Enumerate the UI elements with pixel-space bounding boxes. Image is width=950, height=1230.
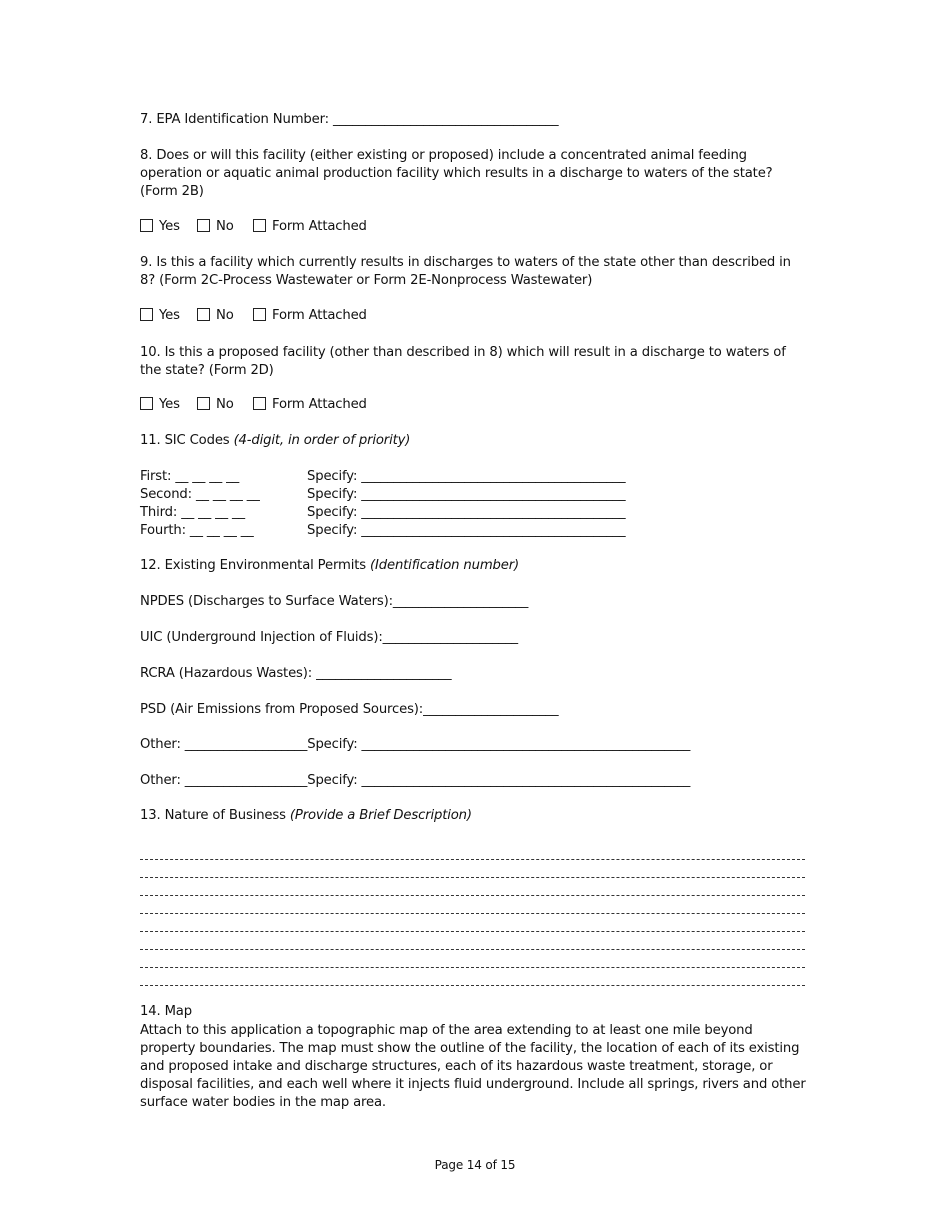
description-line[interactable] (140, 895, 805, 896)
checkbox-icon[interactable] (253, 219, 266, 232)
npdes-field[interactable]: NPDES (Discharges to Surface Waters):_____________________ (140, 594, 529, 609)
sic-third-specify-field[interactable]: Specify: _________________________________________ (307, 505, 626, 520)
sic-second-code-field[interactable]: Second: __ __ __ __ (140, 487, 260, 502)
checkbox-icon[interactable] (253, 397, 266, 410)
q9-yes-option[interactable]: Yes (140, 308, 180, 323)
q8-form-attached-option[interactable]: Form Attached (253, 219, 367, 234)
checkbox-icon[interactable] (197, 397, 210, 410)
description-line[interactable] (140, 985, 805, 986)
q10-no-option[interactable]: No (197, 397, 234, 412)
description-line[interactable] (140, 967, 805, 968)
checkbox-icon[interactable] (140, 397, 153, 410)
rcra-field[interactable]: RCRA (Hazardous Wastes): _____________________ (140, 666, 452, 681)
q8-yes-option[interactable]: Yes (140, 219, 180, 234)
nature-of-business-note: (Provide a Brief Description) (289, 808, 472, 823)
description-line[interactable] (140, 913, 805, 914)
checkbox-icon[interactable] (140, 308, 153, 321)
nature-of-business-heading: 13. Nature of Business (Provide a Brief Description) (140, 808, 472, 823)
description-line[interactable] (140, 877, 805, 878)
sic-third-code-field[interactable]: Third: __ __ __ __ (140, 505, 245, 520)
description-line[interactable] (140, 949, 805, 950)
description-line[interactable] (140, 859, 805, 860)
epa-id-label: 7. EPA Identification Number: ___________________________________ (140, 112, 559, 127)
q10-form-attached-option[interactable]: Form Attached (253, 397, 367, 412)
q8-no-option[interactable]: No (197, 219, 234, 234)
sic-first-code-field[interactable]: First: __ __ __ __ (140, 469, 240, 484)
psd-field[interactable]: PSD (Air Emissions from Proposed Sources):_____________________ (140, 702, 559, 717)
permits-heading: 12. Existing Environmental Permits (Identification number) (140, 558, 519, 573)
question-9: 9. Is this a facility which currently results in discharges to waters of the state other than described in 8? (Form 2C-Process Wastewater or Form 2E-Nonprocess Wastewater) (140, 255, 791, 288)
checkbox-icon[interactable] (197, 219, 210, 232)
question-10: 10. Is this a proposed facility (other than described in 8) which will result in a discharge to waters of the state? (Form 2D) (140, 345, 786, 378)
other-permit-field-2[interactable]: Other: ___________________Specify: ___________________________________________________ (140, 773, 691, 788)
q9-no-option[interactable]: No (197, 308, 234, 323)
checkbox-icon[interactable] (253, 308, 266, 321)
sic-first-specify-field[interactable]: Specify: _________________________________________ (307, 469, 626, 484)
description-line[interactable] (140, 931, 805, 932)
epa-id-field[interactable] (140, 112, 559, 127)
sic-fourth-code-field[interactable]: Fourth: __ __ __ __ (140, 523, 254, 538)
sic-second-specify-field[interactable]: Specify: _________________________________________ (307, 487, 626, 502)
question-8: 8. Does or will this facility (either existing or proposed) include a concentrated animal feeding operation or aquatic animal production facility which results in a discharge to waters of the state? (Form 2B) (140, 148, 773, 199)
sic-codes-note: (4-digit, in order of priority) (233, 433, 411, 448)
sic-codes-heading: 11. SIC Codes (4-digit, in order of priority) (140, 433, 411, 448)
q10-yes-option[interactable]: Yes (140, 397, 180, 412)
permits-note: (Identification number) (370, 558, 519, 573)
map-instructions: Attach to this application a topographic map of the area extending to at least one mile beyond property boundaries. The map must show the outline of the facility, the location of each of its existing and proposed intake and discharge structures, each of its hazardous waste treatment, storage, or disposal facilities, and each well where it injects fluid underground. Include all springs, rivers and other surface water bodies in the map area. (140, 1023, 806, 1110)
checkbox-icon[interactable] (140, 219, 153, 232)
checkbox-icon[interactable] (197, 308, 210, 321)
sic-fourth-specify-field[interactable]: Specify: _________________________________________ (307, 523, 626, 538)
q9-form-attached-option[interactable]: Form Attached (253, 308, 367, 323)
map-heading: 14. Map (140, 1004, 192, 1019)
other-permit-field-1[interactable]: Other: ___________________Specify: ___________________________________________________ (140, 737, 691, 752)
page-number: Page 14 of 15 (434, 1158, 516, 1172)
uic-field[interactable]: UIC (Underground Injection of Fluids):_____________________ (140, 630, 518, 645)
